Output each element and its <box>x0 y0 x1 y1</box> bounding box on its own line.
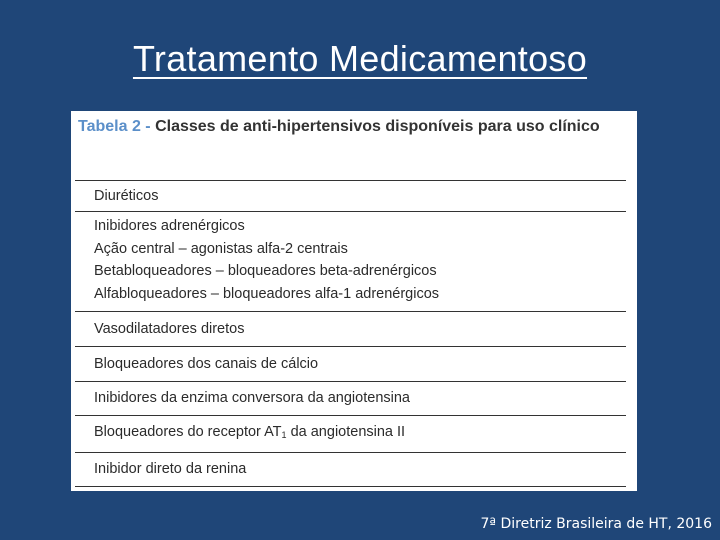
table-caption-number: Tabela 2 - <box>78 118 151 135</box>
table-caption-text: Classes de anti-hipertensivos disponíveis para uso clínico <box>150 118 600 135</box>
slide-title: Tratamento Medicamentoso <box>132 38 588 79</box>
row-text: Inibidor direto da renina <box>94 461 247 477</box>
row-text: Inibidores adrenérgicos <box>94 218 245 234</box>
table-row <box>75 416 626 453</box>
slide-footer: 7ª Diretriz Brasileira de HT, 2016 <box>480 516 712 532</box>
table-row <box>75 382 626 416</box>
row-text <box>94 422 626 446</box>
drug-class-table <box>75 180 626 487</box>
row-text: Ação central – agonistas alfa-2 centrais <box>94 240 348 257</box>
row-text: Alfabloqueadores – bloqueadores alfa-1 adrenérgicos <box>94 285 440 302</box>
row-text: Inibidores da enzima conversora da angiotensina <box>94 390 410 406</box>
row-text: Vasodilatadores diretos <box>94 321 245 337</box>
row-text-subscript: 1 <box>281 430 287 440</box>
table-row <box>75 453 626 487</box>
row-text: Diuréticos <box>94 188 159 204</box>
table-row <box>75 181 626 212</box>
row-text-post: da angiotensina II <box>286 424 406 440</box>
row-text: Bloqueadores dos canais de cálcio <box>94 356 319 372</box>
table-row <box>75 212 626 312</box>
table-caption <box>78 115 618 139</box>
table-figure <box>71 111 637 491</box>
row-text: Betabloqueadores – bloqueadores beta-adrenérgicos <box>94 263 437 279</box>
table-row <box>75 312 626 347</box>
row-text-pre: Bloqueadores do receptor AT <box>94 424 282 440</box>
table-row <box>75 347 626 382</box>
